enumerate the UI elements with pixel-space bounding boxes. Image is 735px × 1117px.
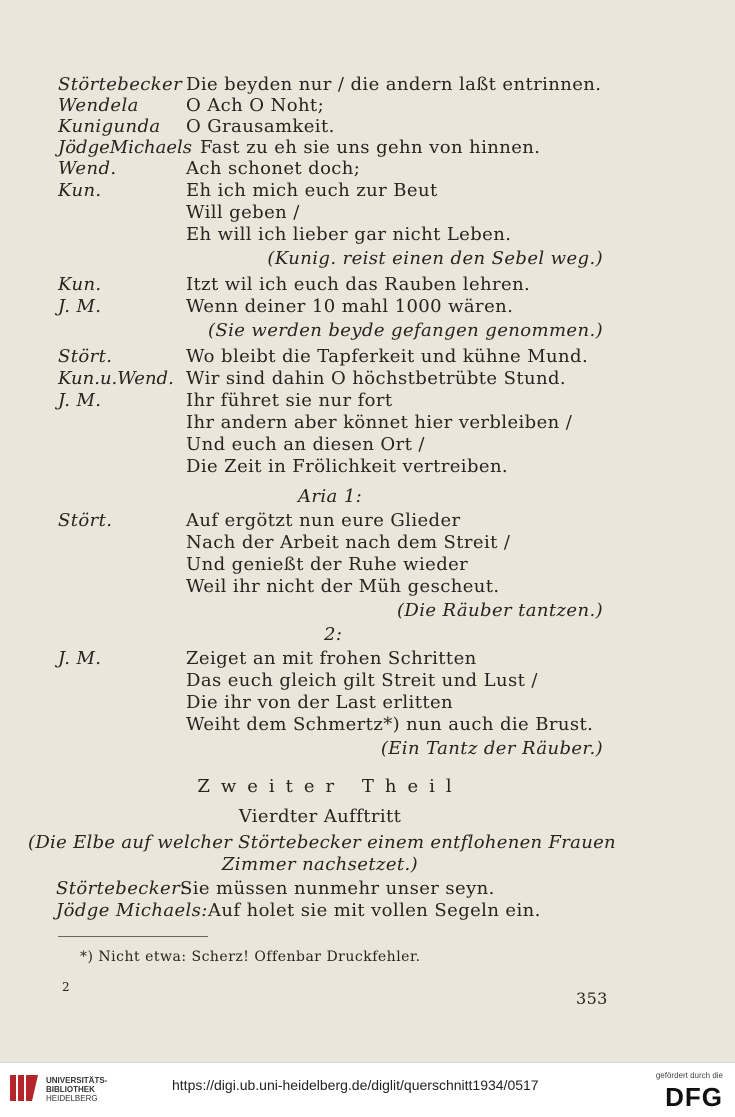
footnote-rule [58,936,208,937]
dfg-logo: DFG [665,1082,723,1112]
page-number: 353 [576,989,608,1008]
speaker-label: Kunigunda [58,116,161,137]
library-logo-icon [8,1071,42,1105]
speaker-label: Kun. [58,274,102,295]
library-name-line: HEIDELBERG [46,1094,98,1103]
stage-direction: (Kunig. reist einen den Sebel weg.) [267,248,603,269]
stage-direction: (Die Räuber tantzen.) [396,600,603,621]
verse-line: Weiht dem Schmertz*) nun auch die Brust. [186,714,594,735]
verse-line: Wenn deiner 10 mahl 1000 wären. [186,296,514,317]
aria-heading: Aria 1: [298,486,363,507]
verse-line: Wir sind dahin O höchstbetrübte Stund. [186,368,566,389]
verse-line: Sie müssen nunmehr unser seyn. [180,878,495,899]
permalink-url[interactable]: https://digi.ub.uni-heidelberg.de/diglit/querschnitt1934/0517 [172,1077,539,1093]
verse-line: Und genießt der Ruhe wieder [186,554,469,575]
speaker-label: JödgeMichaels [58,137,192,158]
verse-line: Ach schonet doch; [186,158,361,179]
verse-line: Ihr führet sie nur fort [186,390,393,411]
verse-line: Wo bleibt die Tapferkeit und kühne Mund. [186,346,589,367]
verse-line: Nach der Arbeit nach dem Streit / [186,532,511,553]
speaker-label: Jödge Michaels: [56,900,208,921]
library-name-line: BIBLIOTHEK [46,1085,95,1094]
aria-heading: 2: [324,624,343,645]
speaker-label: J. M. [58,390,102,411]
verse-line: Fast zu eh sie uns gehn von hinnen. [200,137,541,158]
scene-direction: Zimmer nachsetzet.) [221,854,419,875]
part-title: Zweiter Theil [197,776,463,797]
sponsor-label: gefördert durch die [655,1071,723,1080]
verse-line: Auf holet sie mit vollen Segeln ein. [208,900,541,921]
verse-line: Ihr andern aber könnet hier verbleiben / [186,412,573,433]
footnote: *) Nicht etwa: Scherz! Offenbar Druckfehler. [80,949,421,965]
library-name-line: UNIVERSITÄTS- [46,1076,108,1085]
verse-line: Will geben / [186,202,300,223]
stage-direction: (Sie werden beyde gefangen genommen.) [207,320,603,341]
verse-line: Zeiget an mit frohen Schritten [186,648,477,669]
verse-line: Die Zeit in Frölichkeit vertreiben. [186,456,509,477]
speaker-label: Wend. [58,158,117,179]
verse-line: Die beyden nur / die andern laßt entrinnen. [186,74,602,95]
speaker-label: Wendela [58,95,139,116]
speaker-label: Störtebecker: [56,878,187,899]
verse-line: Die ihr von der Last erlitten [186,692,454,713]
verse-line: O Grausamkeit. [186,116,335,137]
speaker-label: J. M. [58,648,102,669]
speaker-label: Stört. [58,346,113,367]
speaker-label: J. M. [58,296,102,317]
speaker-label: Störtebecker [58,74,183,95]
verse-line: Eh ich mich euch zur Beut [186,180,438,201]
verse-line: Auf ergötzt nun eure Glieder [186,510,461,531]
verse-line: Itzt wil ich euch das Rauben lehren. [186,274,531,295]
library-name [46,1076,107,1103]
verse-line: Und euch an diesen Ort / [186,434,425,455]
stage-direction: (Ein Tantz der Räuber.) [380,738,603,759]
verse-line: Eh will ich lieber gar nicht Leben. [186,224,512,245]
speaker-label: Stört. [58,510,113,531]
verse-line: Das euch gleich gilt Streit und Lust / [186,670,538,691]
verse-line: O Ach O Noht; [186,95,325,116]
viewer-footer [0,1062,735,1117]
scene-direction: (Die Elbe auf welcher Störtebecker einem entflohenen Frauen [28,832,616,853]
verse-line: Weil ihr nicht der Müh gescheut. [186,576,500,597]
speaker-label: Kun.u.Wend. [58,368,174,389]
scene-title: Vierdter Aufftritt [238,806,402,827]
signature-mark: 2 [62,980,71,994]
speaker-label: Kun. [58,180,102,201]
